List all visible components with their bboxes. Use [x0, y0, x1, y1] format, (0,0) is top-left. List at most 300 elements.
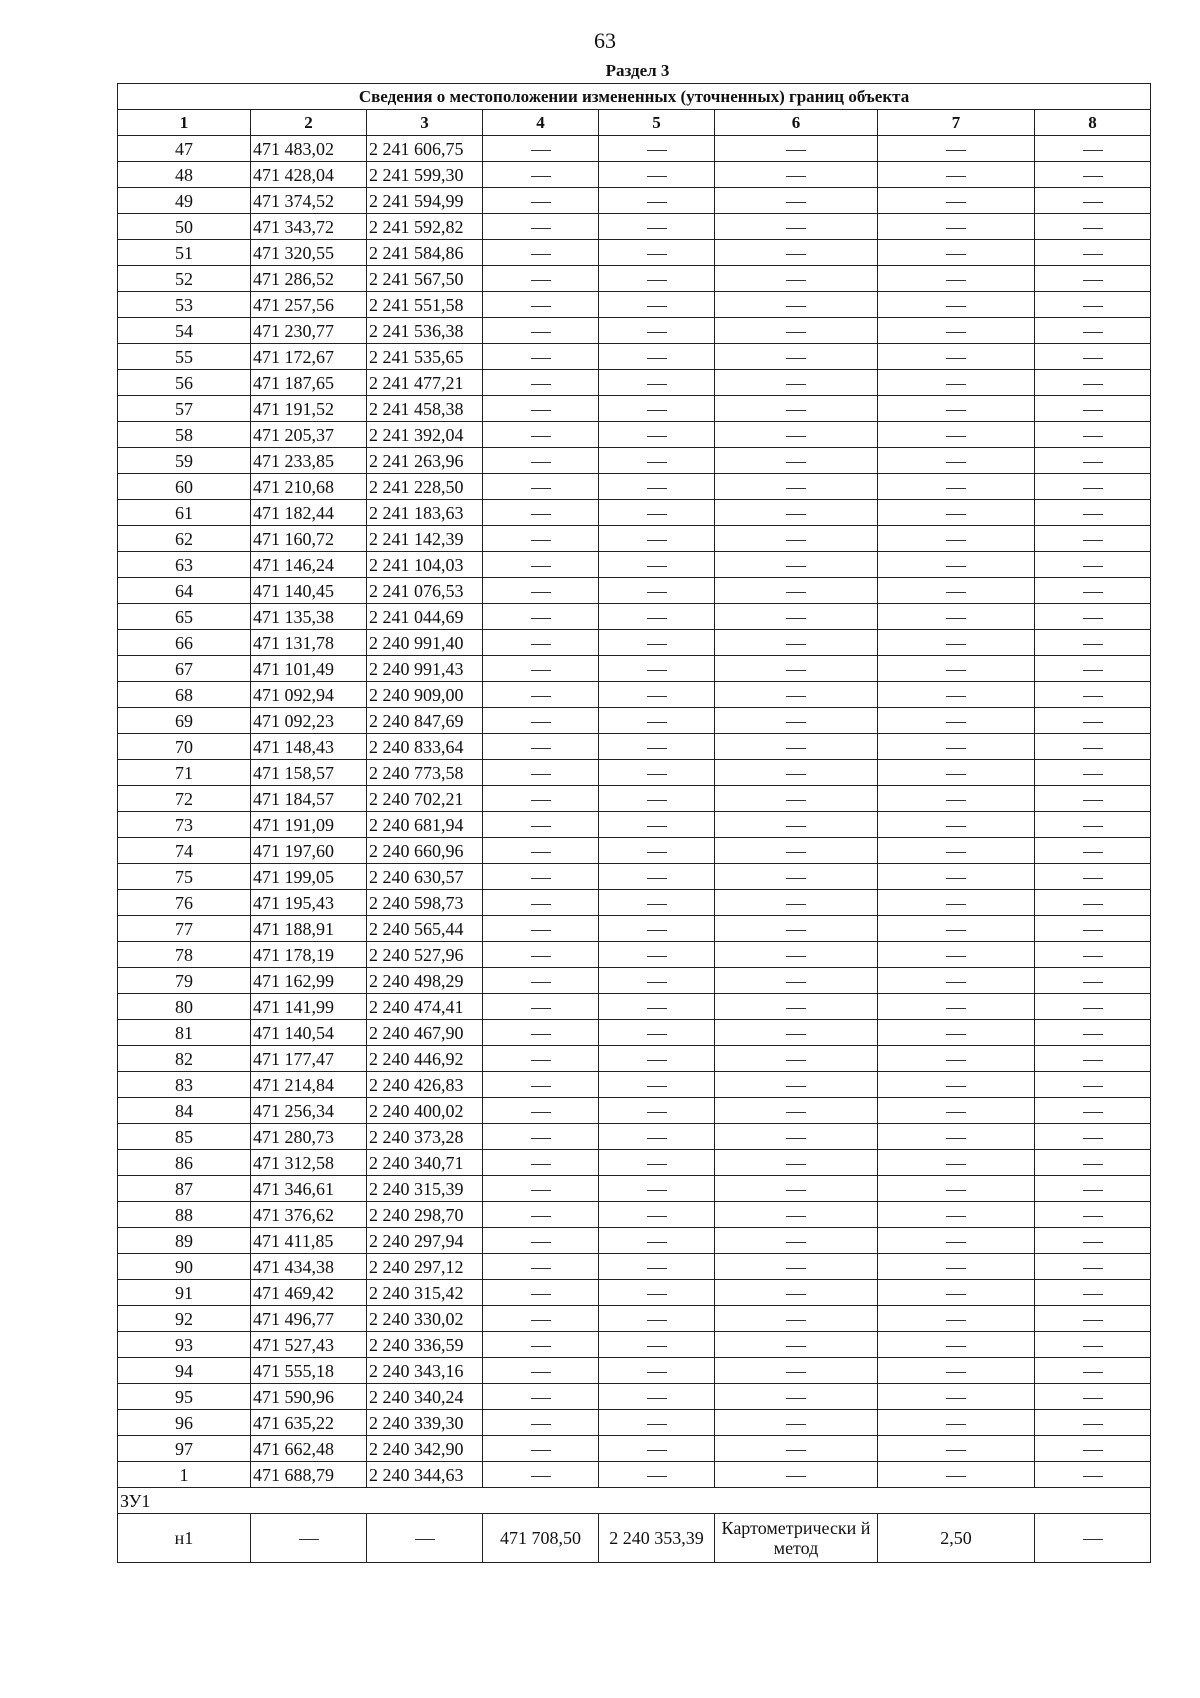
dash-mark [1083, 176, 1103, 177]
empty-value-cell [483, 1254, 599, 1280]
point-number-cell: 49 [118, 188, 251, 214]
empty-value-cell [1035, 448, 1151, 474]
dash-mark [531, 280, 551, 281]
empty-value-cell [1035, 1020, 1151, 1046]
dash-mark [647, 488, 667, 489]
empty-value-cell [483, 240, 599, 266]
y-coordinate-cell: 2 240 446,92 [367, 1046, 483, 1072]
empty-value-cell [878, 812, 1035, 838]
empty-value-cell [715, 396, 878, 422]
point-number-cell: 60 [118, 474, 251, 500]
empty-value-cell [715, 812, 878, 838]
table-row [118, 630, 1151, 656]
x-coordinate-cell: 471 230,77 [251, 318, 367, 344]
empty-value-cell [1035, 890, 1151, 916]
empty-value-cell [483, 1280, 599, 1306]
empty-value-cell [599, 1202, 715, 1228]
dash-mark [1083, 1424, 1103, 1425]
dash-mark [647, 540, 667, 541]
empty-value-cell [878, 968, 1035, 994]
empty-value-cell [1035, 1280, 1151, 1306]
dash-mark [531, 332, 551, 333]
dash-mark [946, 748, 966, 749]
point-number-cell: 70 [118, 734, 251, 760]
table-row [118, 1020, 1151, 1046]
empty-value-cell [878, 1332, 1035, 1358]
empty-value-cell [715, 292, 878, 318]
y-coordinate-cell: 2 240 991,40 [367, 630, 483, 656]
table-row [118, 1384, 1151, 1410]
dash-mark [946, 644, 966, 645]
dash-mark [531, 618, 551, 619]
y-coordinate-cell: 2 240 330,02 [367, 1306, 483, 1332]
dash-mark [946, 1086, 966, 1087]
column-number: 7 [878, 110, 1035, 136]
table-row [118, 812, 1151, 838]
empty-value-cell [599, 1306, 715, 1332]
point-number-cell: 78 [118, 942, 251, 968]
dash-mark [786, 280, 806, 281]
y-coordinate-cell: 2 241 392,04 [367, 422, 483, 448]
dash-mark [647, 228, 667, 229]
method-cell: Картометрически й метод [715, 1514, 878, 1563]
dash-mark [946, 306, 966, 307]
empty-value-cell [483, 266, 599, 292]
empty-value-cell [878, 994, 1035, 1020]
point-number-cell: 66 [118, 630, 251, 656]
dash-mark [946, 202, 966, 203]
empty-value-cell [715, 1436, 878, 1462]
dash-mark [946, 826, 966, 827]
point-number-cell: 51 [118, 240, 251, 266]
x-coordinate-cell: 471 188,91 [251, 916, 367, 942]
dash-mark [531, 1346, 551, 1347]
empty-value-cell [483, 1436, 599, 1462]
dash-mark [647, 1372, 667, 1373]
point-number-cell: 59 [118, 448, 251, 474]
dash-mark [531, 982, 551, 983]
dash-mark [1083, 592, 1103, 593]
x-coordinate-cell: 471 199,05 [251, 864, 367, 890]
table-row [118, 708, 1151, 734]
empty-value-cell [878, 344, 1035, 370]
empty-value-cell [483, 344, 599, 370]
dash-mark [946, 956, 966, 957]
point-number-cell: 82 [118, 1046, 251, 1072]
point-number-cell: 87 [118, 1176, 251, 1202]
empty-value-cell [599, 890, 715, 916]
dash-mark [786, 1476, 806, 1477]
empty-value-cell [483, 760, 599, 786]
dash-mark [946, 332, 966, 333]
empty-value-cell [483, 708, 599, 734]
dash-mark [1083, 462, 1103, 463]
empty-value-cell [599, 396, 715, 422]
dash-mark [786, 540, 806, 541]
dash-mark [946, 1268, 966, 1269]
dash-mark [647, 1320, 667, 1321]
empty-value-cell [599, 656, 715, 682]
empty-value-cell [599, 604, 715, 630]
empty-value-cell [483, 864, 599, 890]
empty-value-cell [1035, 734, 1151, 760]
empty-value-cell [483, 916, 599, 942]
x-coordinate-cell: 471 635,22 [251, 1410, 367, 1436]
table-row [118, 604, 1151, 630]
dash-mark [647, 1346, 667, 1347]
dash-mark [1083, 1008, 1103, 1009]
y-coordinate-cell: 2 241 594,99 [367, 188, 483, 214]
dash-mark [531, 852, 551, 853]
dash-mark [1083, 280, 1103, 281]
empty-value-cell [599, 1176, 715, 1202]
y-coordinate-cell: 2 240 340,71 [367, 1150, 483, 1176]
dash-mark [946, 1190, 966, 1191]
dash-mark [786, 774, 806, 775]
point-number-cell: 62 [118, 526, 251, 552]
dash-mark [1083, 514, 1103, 515]
dash-mark [786, 1398, 806, 1399]
dash-mark [647, 202, 667, 203]
dash-mark [946, 774, 966, 775]
y-coordinate-cell: 2 241 142,39 [367, 526, 483, 552]
point-number-cell: 95 [118, 1384, 251, 1410]
dash-mark [1083, 1268, 1103, 1269]
empty-value-cell [367, 1514, 483, 1563]
empty-value-cell [483, 838, 599, 864]
dash-mark [531, 1268, 551, 1269]
empty-value-cell [599, 1072, 715, 1098]
dash-mark [531, 800, 551, 801]
empty-value-cell [599, 916, 715, 942]
dash-mark [647, 1008, 667, 1009]
empty-value-cell [483, 214, 599, 240]
empty-value-cell [483, 526, 599, 552]
dash-mark [647, 1034, 667, 1035]
empty-value-cell [599, 1280, 715, 1306]
empty-value-cell [878, 682, 1035, 708]
x-coordinate-cell: 471 688,79 [251, 1462, 367, 1488]
dash-mark [647, 722, 667, 723]
y-coordinate-cell: 2 240 630,57 [367, 864, 483, 890]
table-row [118, 1098, 1151, 1124]
dash-mark [531, 1112, 551, 1113]
dash-mark [946, 1112, 966, 1113]
empty-value-cell [483, 1228, 599, 1254]
dash-mark [946, 1476, 966, 1477]
dash-mark [531, 228, 551, 229]
point-number-cell: 61 [118, 500, 251, 526]
dash-mark [786, 488, 806, 489]
empty-value-cell [878, 1254, 1035, 1280]
empty-value-cell [878, 760, 1035, 786]
x-coordinate-cell: 471 320,55 [251, 240, 367, 266]
y-coordinate-cell: 2 240 342,90 [367, 1436, 483, 1462]
empty-value-cell [599, 1098, 715, 1124]
new-point-row [118, 1514, 1151, 1563]
dash-mark [786, 1138, 806, 1139]
empty-value-cell [1035, 1332, 1151, 1358]
dash-mark [531, 176, 551, 177]
dash-mark [531, 358, 551, 359]
empty-value-cell [599, 500, 715, 526]
table-title-row [118, 84, 1151, 110]
empty-value-cell [1035, 994, 1151, 1020]
dash-mark [786, 1086, 806, 1087]
dash-mark [786, 904, 806, 905]
dash-mark [946, 540, 966, 541]
empty-value-cell [715, 864, 878, 890]
dash-mark [786, 826, 806, 827]
empty-value-cell [1035, 370, 1151, 396]
empty-value-cell [715, 1176, 878, 1202]
table-row [118, 266, 1151, 292]
x-coordinate-cell: 471 555,18 [251, 1358, 367, 1384]
empty-value-cell [483, 422, 599, 448]
y-coordinate-cell: 2 240 909,00 [367, 682, 483, 708]
empty-value-cell [715, 162, 878, 188]
empty-value-cell [715, 1228, 878, 1254]
x-coordinate-cell: 471 469,42 [251, 1280, 367, 1306]
x-coordinate-cell: 471 172,67 [251, 344, 367, 370]
empty-value-cell [1035, 1098, 1151, 1124]
empty-value-cell [878, 292, 1035, 318]
empty-value-cell [878, 864, 1035, 890]
table-row [118, 214, 1151, 240]
table-row [118, 552, 1151, 578]
table-row [118, 1436, 1151, 1462]
empty-value-cell [599, 968, 715, 994]
dash-mark [946, 436, 966, 437]
dash-mark [786, 618, 806, 619]
empty-value-cell [878, 318, 1035, 344]
empty-value-cell [599, 864, 715, 890]
x-coordinate-cell: 471 483,02 [251, 136, 367, 162]
dash-mark [786, 1164, 806, 1165]
empty-value-cell [599, 1358, 715, 1384]
x-coordinate-cell: 471 184,57 [251, 786, 367, 812]
dash-mark [786, 1112, 806, 1113]
empty-value-cell [483, 1306, 599, 1332]
dash-mark [786, 514, 806, 515]
point-number-cell: 68 [118, 682, 251, 708]
dash-mark [786, 1346, 806, 1347]
empty-value-cell [715, 1410, 878, 1436]
empty-value-cell [599, 188, 715, 214]
empty-value-cell [878, 1280, 1035, 1306]
empty-value-cell [483, 630, 599, 656]
x-coordinate-cell: 471 177,47 [251, 1046, 367, 1072]
dash-mark [786, 1268, 806, 1269]
x-coordinate-cell: 471 148,43 [251, 734, 367, 760]
empty-value-cell [878, 1124, 1035, 1150]
dash-mark [531, 1138, 551, 1139]
y-coordinate-cell: 2 240 339,30 [367, 1410, 483, 1436]
dash-mark [946, 1320, 966, 1321]
empty-value-cell [878, 604, 1035, 630]
empty-value-cell [1035, 526, 1151, 552]
dash-mark [1083, 1398, 1103, 1399]
dash-mark [647, 1398, 667, 1399]
table-row [118, 240, 1151, 266]
x-coordinate-cell: 471 210,68 [251, 474, 367, 500]
empty-value-cell [599, 1332, 715, 1358]
table-row [118, 968, 1151, 994]
empty-value-cell [483, 1150, 599, 1176]
dash-mark [531, 254, 551, 255]
column-number: 5 [599, 110, 715, 136]
dash-mark [946, 852, 966, 853]
empty-value-cell [715, 240, 878, 266]
table-row [118, 864, 1151, 890]
column-number: 4 [483, 110, 599, 136]
dash-mark [786, 930, 806, 931]
dash-mark [1083, 774, 1103, 775]
y-coordinate-cell: 2 241 584,86 [367, 240, 483, 266]
dash-mark [1083, 982, 1103, 983]
dash-mark [946, 410, 966, 411]
dash-mark [1083, 1216, 1103, 1217]
empty-value-cell [599, 994, 715, 1020]
dash-mark [786, 1060, 806, 1061]
empty-value-cell [599, 1150, 715, 1176]
table-row [118, 682, 1151, 708]
dash-mark [786, 722, 806, 723]
empty-value-cell [715, 1202, 878, 1228]
dash-mark [531, 1424, 551, 1425]
dash-mark [1083, 202, 1103, 203]
point-number-cell: 97 [118, 1436, 251, 1462]
empty-value-cell [1035, 812, 1151, 838]
empty-value-cell [878, 708, 1035, 734]
dash-mark [946, 1372, 966, 1373]
point-number-cell: 1 [118, 1462, 251, 1488]
empty-value-cell [1035, 786, 1151, 812]
empty-value-cell [1035, 656, 1151, 682]
dash-mark [647, 748, 667, 749]
empty-value-cell [715, 1124, 878, 1150]
dash-mark [647, 1424, 667, 1425]
dash-mark [647, 1086, 667, 1087]
empty-value-cell [878, 188, 1035, 214]
table-row [118, 994, 1151, 1020]
empty-value-cell [483, 812, 599, 838]
empty-value-cell [878, 786, 1035, 812]
empty-value-cell [599, 552, 715, 578]
dash-mark [647, 1450, 667, 1451]
empty-value-cell [1035, 1462, 1151, 1488]
table-row [118, 1462, 1151, 1488]
point-number-cell: 53 [118, 292, 251, 318]
dash-mark [531, 1216, 551, 1217]
x-coordinate-cell: 471 205,37 [251, 422, 367, 448]
point-number-cell: 63 [118, 552, 251, 578]
table-row [118, 1358, 1151, 1384]
dash-mark [647, 878, 667, 879]
y-coordinate-cell: 2 240 833,64 [367, 734, 483, 760]
empty-value-cell [483, 1098, 599, 1124]
empty-value-cell [715, 1098, 878, 1124]
y-coordinate-cell: 2 240 773,58 [367, 760, 483, 786]
dash-mark [946, 878, 966, 879]
empty-value-cell [878, 162, 1035, 188]
dash-mark [1083, 1539, 1103, 1540]
point-number-cell: 93 [118, 1332, 251, 1358]
y-coordinate-cell: 2 240 400,02 [367, 1098, 483, 1124]
empty-value-cell [878, 396, 1035, 422]
dash-mark [1083, 956, 1103, 957]
dash-mark [531, 696, 551, 697]
dash-mark [786, 878, 806, 879]
x-coordinate-cell: 471 590,96 [251, 1384, 367, 1410]
empty-value-cell [1035, 1124, 1151, 1150]
point-number-cell: 54 [118, 318, 251, 344]
dash-mark [946, 800, 966, 801]
empty-value-cell [715, 1046, 878, 1072]
empty-value-cell [599, 422, 715, 448]
x-coordinate-cell: 471 182,44 [251, 500, 367, 526]
empty-value-cell [1035, 240, 1151, 266]
dash-mark [1083, 1060, 1103, 1061]
table-row [118, 656, 1151, 682]
empty-value-cell [1035, 760, 1151, 786]
empty-value-cell [878, 1462, 1035, 1488]
empty-value-cell [1035, 916, 1151, 942]
point-number-cell: 96 [118, 1410, 251, 1436]
point-number-cell: 56 [118, 370, 251, 396]
dash-mark [786, 462, 806, 463]
dash-mark [946, 1008, 966, 1009]
table-row [118, 942, 1151, 968]
x-coordinate-cell: 471 662,48 [251, 1436, 367, 1462]
empty-value-cell [483, 1384, 599, 1410]
empty-value-cell [599, 1228, 715, 1254]
table-row [118, 1280, 1151, 1306]
empty-value-cell [878, 1384, 1035, 1410]
empty-value-cell [483, 578, 599, 604]
dash-mark [531, 878, 551, 879]
dash-mark [531, 202, 551, 203]
empty-value-cell [1035, 1150, 1151, 1176]
point-number-cell: 57 [118, 396, 251, 422]
y-coordinate-cell: 2 240 527,96 [367, 942, 483, 968]
y-coordinate-cell: 2 240 467,90 [367, 1020, 483, 1046]
new-x-coordinate-cell: 471 708,50 [483, 1514, 599, 1563]
empty-value-cell [599, 760, 715, 786]
dash-mark [531, 1476, 551, 1477]
empty-value-cell [878, 136, 1035, 162]
empty-value-cell [715, 656, 878, 682]
y-coordinate-cell: 2 240 660,96 [367, 838, 483, 864]
point-number-cell: 90 [118, 1254, 251, 1280]
dash-mark [1083, 540, 1103, 541]
x-coordinate-cell: 471 312,58 [251, 1150, 367, 1176]
dash-mark [1083, 930, 1103, 931]
empty-value-cell [1035, 708, 1151, 734]
empty-value-cell [715, 344, 878, 370]
y-coordinate-cell: 2 241 183,63 [367, 500, 483, 526]
point-number-cell: 50 [118, 214, 251, 240]
y-coordinate-cell: 2 240 565,44 [367, 916, 483, 942]
empty-value-cell [878, 1436, 1035, 1462]
y-coordinate-cell: 2 241 104,03 [367, 552, 483, 578]
empty-value-cell [715, 1150, 878, 1176]
empty-value-cell [878, 1150, 1035, 1176]
dash-mark [647, 462, 667, 463]
dash-mark [531, 748, 551, 749]
dash-mark [531, 410, 551, 411]
dash-mark [946, 1242, 966, 1243]
